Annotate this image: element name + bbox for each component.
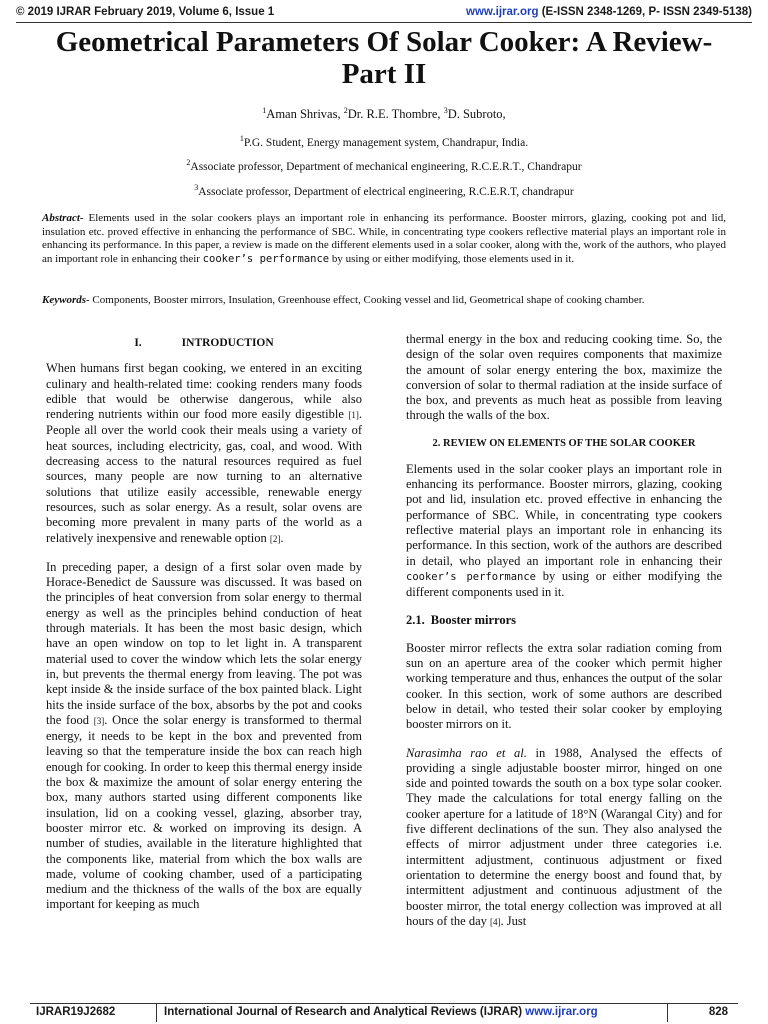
affiliation-3-sup: 3 — [194, 183, 199, 193]
booster-p2-text-a: in 1988, Analysed the effects of providing a single adjustable booster mirror, hinged on one side and pointed towards the south on a box type solar cooker. They made the calculations for total energy falling on the cooker aperture for a latitude of 18°N (Warangal City) and for five different declinations of the sun. They also analysed the effects of mirror adjustment under three categories i.e. intermittent adjustment, continuous adjustment or fixed orientation to determine the energy boost and found that, by intermittent adjustment and continuous adjustment of the booster mirror, the total energy collection was improved at all hours of the day — [406, 745, 722, 928]
affiliation-1 — [0, 134, 768, 149]
citation-1: [1] — [348, 410, 359, 421]
keywords-text: Components, Booster mirrors, Insulation, Greenhouse effect, Cooking vessel and lid, Geometrical shape of cooking chamber. — [89, 294, 645, 306]
intro-p2-text-b: . Once the solar energy is transformed to thermal energy, it needs to be kept in the box and prevented from leaving so that the temperature inside the box can reach high enough for cooking. In order to keep this thermal energy inside the box & maximize the amount of solar energy entering the box, many authors started using different components like insulation, lid on a cooking vessel, glazing, absorber tray, booster mirror etc. & worked on improving its design. A number of studies, available in the literature highlighted that the components like, material from which the box walls are made, volume of cooking chamber, used of a participating medium and the thickness of the walls of the box are equally important for keeping as much — [46, 712, 363, 912]
booster-p2-text-b: . Just — [500, 913, 527, 928]
citation-4: [4] — [490, 916, 501, 927]
subsection-title: Booster mirrors — [430, 613, 517, 628]
author-reference: Narasimha rao et al. — [406, 745, 527, 760]
author-1: Aman Shrivas, — [266, 107, 344, 121]
intro-p2-text-a: In preceding paper, a design of a first solar oven made by Horace-Benedict de Saussure was discussed. It was based on the principles of heat conversion from solar energy to thermal energy as well as the principles behind conduction of heat through materials. It has been the most basic design, which have an open window on top to let light in. A transparent material used to cover the window which lets the solar energy in, but prevents the thermal energy from leaving. The pot was kept inside & the inside surface of the box painted black. Light hits the inside surface of the box, absorbs by the pot and cooks the food — [46, 559, 362, 727]
booster-paragraph-2 — [406, 746, 722, 931]
affiliation-3-text: Associate professor, Department of electrical engineering, R.C.E.R.T, chandrapur — [198, 186, 574, 198]
affiliation-2-sup: 2 — [186, 158, 191, 168]
header-issn: (E-ISSN 2348-1269, P- ISSN 2349-5138) — [541, 6, 752, 18]
affiliation-1-sup: 1 — [239, 134, 244, 144]
booster-paragraph-1: Booster mirror reflects the extra solar radiation coming from sun on an aperture area of the cooker which permit higher working temperature and thus, enhances the output of the solar cooker. In this section, work of some authors are described below in detail, who tested their solar cooker by employing booster mirrors on it. — [406, 640, 722, 732]
author-3-sup: 3 — [443, 105, 448, 115]
subsection-2-1-heading — [406, 613, 722, 628]
review-p1-mono: cooker’s performance — [406, 570, 537, 583]
intro-p1-text-b: . People all over the world cook their meals using a variety of heat sources, including electricity, gas, coal, and wood. With decreasing access to the natural resources required as fuel sources, many people are now turning to an alternative solutions that utilize easily accessible, renewable energy resources, such as solar energy. As a result, solar ovens are becoming more prevalent in many parts of the world as a relatively inexpensive and renewable option — [46, 407, 362, 545]
header-url-link[interactable]: www.ijrar.org — [466, 6, 539, 18]
running-footer — [30, 1003, 738, 1024]
keywords — [42, 294, 726, 308]
section-2-heading: 2. REVIEW ON ELEMENTS OF THE SOLAR COOKER — [432, 437, 696, 449]
footer-divider-1 — [156, 1003, 157, 1022]
intro-p1-text-a: When humans first began cooking, we entered in an exciting culinary and health-related time: cooking renders many foods edible that would be otherwise dangerous, while also rendering nutrients within our food more easily digestible — [46, 361, 362, 422]
author-3: D. Subroto, — [447, 107, 506, 121]
section-1-heading — [46, 336, 362, 351]
citation-3: [3] — [93, 715, 105, 726]
keywords-label: Keywords- — [42, 294, 90, 306]
affiliation-3 — [0, 183, 768, 198]
left-column — [46, 332, 362, 926]
section-1-title: INTRODUCTION — [181, 337, 274, 349]
author-2-sup: 2 — [343, 105, 348, 115]
intro-p1-end: . — [280, 530, 284, 545]
footer-journal — [164, 1006, 598, 1018]
citation-2: [2] — [269, 533, 281, 544]
affiliation-2 — [0, 158, 768, 173]
paper-title: Geometrical Parameters Of Solar Cooker: A Review- Part II — [55, 26, 713, 90]
review-p1-text-a: Elements used in the solar cooker plays an important role in enhancing its performance. Booster mirrors, glazing, cooking pot and lid, insulation etc. proved effective in enhancing the performance of SBC. While, in concentrating type cookers reflective material plays an important role in enhancing its performance. In this section, work of the authors are described in detail, who played an important role in enhancing their — [406, 461, 722, 568]
affiliation-2-text: Associate professor, Department of mechanical engineering, R.C.E.R.T., Chandrapur — [190, 161, 582, 173]
footer-divider-2 — [667, 1003, 668, 1022]
abstract — [42, 212, 726, 266]
abstract-text-end: by using or either modifying, those elements used in it. — [329, 252, 575, 265]
intro-paragraph-continued: thermal energy in the box and reducing cooking time. So, the design of the solar oven requires components that maximize the amount of solar energy entering the box, maximize the conversion of solar to thermal radiation at the inside surface of the box, and prevents as much heat as possible from leaving through the walls of the box. — [406, 332, 722, 423]
footer-journal-name: International Journal of Research and Analytical Reviews (IJRAR) — [164, 1006, 526, 1018]
section-1-number: I. — [134, 337, 142, 349]
author-1-sup: 1 — [262, 105, 267, 115]
intro-paragraph-2 — [46, 560, 362, 913]
right-column — [406, 332, 722, 943]
header-copyright: © 2019 IJRAR February 2019, Volume 6, Issue 1 — [16, 6, 275, 18]
review-paragraph-1 — [406, 462, 722, 601]
abstract-text: Elements used in the solar cookers plays an important role in enhancing its performance. Booster mirrors, glazing, cooking pot and lid, insulation etc. proved effective in enhancing the performance of SBC. While, in concentrating type cookers reflective material plays an important role in enhancing its performance. In this paper, a review is made on the different elements used in a solar cooker, along with the, work of the authors, who played an important role in enhancing their — [42, 212, 726, 265]
footer-page-number: 828 — [708, 1006, 728, 1018]
author-2: Dr. R.E. Thombre, — [347, 107, 444, 121]
author-list — [0, 107, 768, 122]
footer-paper-id: IJRAR19J2682 — [36, 1006, 116, 1018]
intro-paragraph-1 — [46, 361, 362, 547]
subsection-number: 2.1. — [406, 613, 425, 628]
review-p1-text-b: by using or either modifying the different components used in it. — [406, 568, 723, 600]
abstract-mono-text: cooker’s performance — [202, 252, 330, 265]
header-divider — [16, 22, 752, 23]
affiliation-1-text: P.G. Student, Energy management system, Chandrapur, India. — [243, 137, 529, 149]
abstract-label: Abstract- — [42, 212, 84, 224]
header-right — [466, 6, 752, 18]
footer-url-link[interactable]: www.ijrar.org — [525, 1006, 598, 1018]
